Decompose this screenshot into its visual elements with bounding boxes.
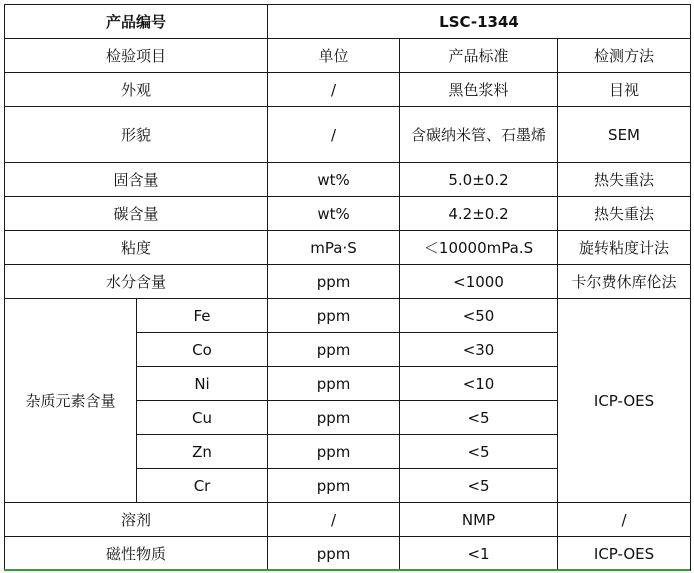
element-standard: <5	[400, 469, 558, 503]
row-unit: mPa·S	[268, 231, 400, 265]
table-row	[5, 73, 691, 107]
row-unit: /	[268, 107, 400, 163]
row-item: 粘度	[5, 231, 268, 265]
row-item: 磁性物质	[5, 537, 268, 571]
header-item: 检验项目	[5, 39, 268, 73]
header-method: 检测方法	[558, 39, 691, 73]
product-code-label: 产品编号	[5, 5, 268, 39]
impurity-row	[5, 299, 691, 333]
element-name: Fe	[137, 299, 268, 333]
element-name: Cr	[137, 469, 268, 503]
title-row	[5, 5, 691, 39]
element-name: Cu	[137, 401, 268, 435]
row-standard: NMP	[400, 503, 558, 537]
element-standard: <5	[400, 401, 558, 435]
element-unit: ppm	[268, 469, 400, 503]
element-standard: <10	[400, 367, 558, 401]
row-method: SEM	[558, 107, 691, 163]
row-standard: 4.2±0.2	[400, 197, 558, 231]
row-item: 外观	[5, 73, 268, 107]
table-row	[5, 537, 691, 571]
table-row	[5, 197, 691, 231]
row-standard: ＜10000mPa.S	[400, 231, 558, 265]
element-unit: ppm	[268, 333, 400, 367]
table-row	[5, 265, 691, 299]
row-standard: 黑色浆料	[400, 73, 558, 107]
row-item: 水分含量	[5, 265, 268, 299]
bottom-accent-line	[4, 569, 690, 571]
row-unit: wt%	[268, 197, 400, 231]
element-standard: <5	[400, 435, 558, 469]
row-unit: ppm	[268, 265, 400, 299]
row-method: 目视	[558, 73, 691, 107]
element-standard: <50	[400, 299, 558, 333]
element-name: Ni	[137, 367, 268, 401]
header-unit: 单位	[268, 39, 400, 73]
table-row	[5, 503, 691, 537]
row-item: 固含量	[5, 163, 268, 197]
row-method: 热失重法	[558, 163, 691, 197]
table-row	[5, 163, 691, 197]
header-standard: 产品标准	[400, 39, 558, 73]
row-item: 溶剂	[5, 503, 268, 537]
spec-table	[4, 4, 691, 571]
row-method: 热失重法	[558, 197, 691, 231]
table-row	[5, 231, 691, 265]
row-item: 碳含量	[5, 197, 268, 231]
row-method: /	[558, 503, 691, 537]
header-row	[5, 39, 691, 73]
row-unit: /	[268, 503, 400, 537]
impurity-label: 杂质元素含量	[5, 299, 137, 503]
table-row	[5, 107, 691, 163]
element-name: Zn	[137, 435, 268, 469]
row-method: ICP-OES	[558, 537, 691, 571]
element-unit: ppm	[268, 367, 400, 401]
product-code-value: LSC-1344	[268, 5, 691, 39]
row-standard: <1000	[400, 265, 558, 299]
element-unit: ppm	[268, 435, 400, 469]
row-standard: 含碳纳米管、石墨烯	[400, 107, 558, 163]
element-standard: <30	[400, 333, 558, 367]
impurity-method: ICP-OES	[558, 299, 691, 503]
row-method: 卡尔费休库伦法	[558, 265, 691, 299]
row-item: 形貌	[5, 107, 268, 163]
element-unit: ppm	[268, 299, 400, 333]
row-unit: wt%	[268, 163, 400, 197]
row-standard: <1	[400, 537, 558, 571]
row-unit: /	[268, 73, 400, 107]
row-unit: ppm	[268, 537, 400, 571]
element-name: Co	[137, 333, 268, 367]
row-method: 旋转粘度计法	[558, 231, 691, 265]
row-standard: 5.0±0.2	[400, 163, 558, 197]
element-unit: ppm	[268, 401, 400, 435]
